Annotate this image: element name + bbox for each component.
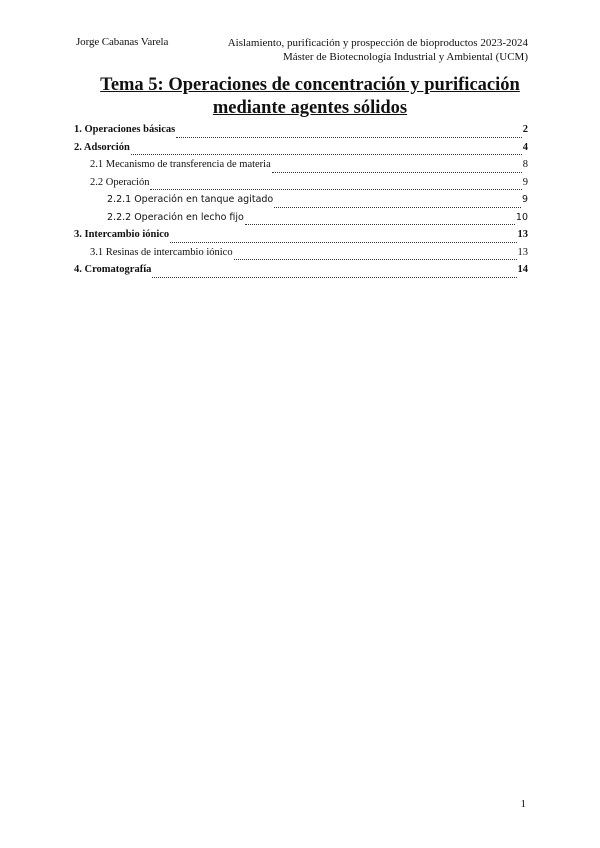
toc-entry-label: 2.2 Operación (90, 176, 150, 188)
toc-entry-label: 2.1 Mecanismo de transferencia de materia (90, 159, 271, 170)
toc-entry-intercambio-ionico[interactable] (74, 229, 528, 247)
header-course: Aislamiento, purificación y prospección de bioproductos 2023-2024 (227, 37, 528, 49)
title-line-2: mediante agentes sólidos (212, 98, 408, 118)
toc-leader-dots (152, 277, 516, 278)
toc-entry-cromatografia[interactable] (74, 264, 528, 282)
title-line-1: Tema 5: Operaciones de concentración y purificación (100, 75, 520, 95)
toc-leader-dots (234, 259, 517, 260)
header-author: Jorge Cabanas Varela (76, 36, 169, 48)
toc-entry-page: 14 (517, 264, 528, 275)
toc-leader-dots (272, 172, 522, 173)
toc-entry-page: 13 (517, 229, 528, 240)
toc-entry-resinas[interactable] (74, 247, 528, 265)
toc-entry-operaciones-basicas[interactable] (74, 124, 528, 142)
toc-leader-dots (274, 207, 521, 208)
header-course-info (228, 36, 528, 64)
toc-leader-dots (150, 189, 521, 190)
toc-entry-tanque-agitado[interactable] (74, 194, 528, 212)
toc-entry-label: 2.2.2 Operación en lecho fijo (107, 211, 244, 223)
toc-leader-dots (245, 224, 515, 225)
toc-entry-page: 10 (515, 211, 528, 223)
toc-entry-lecho-fijo[interactable] (74, 212, 528, 230)
toc-leader-dots (170, 242, 516, 243)
page-title (60, 74, 560, 120)
toc-entry-label: 3.1 Resinas de intercambio iónico (90, 246, 233, 258)
toc-entry-page: 2 (522, 124, 528, 135)
page-number: 1 (520, 798, 526, 810)
toc-entry-page: 13 (517, 246, 528, 258)
toc-entry-page: 9 (521, 194, 528, 205)
toc-entry-label: 1. Operaciones básicas (74, 124, 176, 135)
toc-entry-label: 4. Cromatografía (74, 264, 152, 275)
toc-entry-adsorcion[interactable] (74, 142, 528, 160)
toc-entry-page: 4 (522, 141, 528, 153)
table-of-contents (74, 124, 528, 282)
header-program: Máster de Biotecnología Industrial y Ambiental (UCM) (282, 51, 528, 63)
toc-entry-mecanismo-transferencia[interactable] (74, 159, 528, 177)
toc-entry-operacion[interactable] (74, 177, 528, 195)
toc-leader-dots (131, 154, 522, 155)
toc-entry-page: 9 (522, 176, 528, 188)
toc-entry-label: 2.2.1 Operación en tanque agitado (107, 194, 274, 205)
toc-entry-page: 8 (522, 159, 528, 170)
toc-leader-dots (176, 137, 522, 138)
toc-entry-label: 2. Adsorción (74, 141, 130, 153)
toc-entry-label: 3. Intercambio iónico (74, 229, 170, 240)
